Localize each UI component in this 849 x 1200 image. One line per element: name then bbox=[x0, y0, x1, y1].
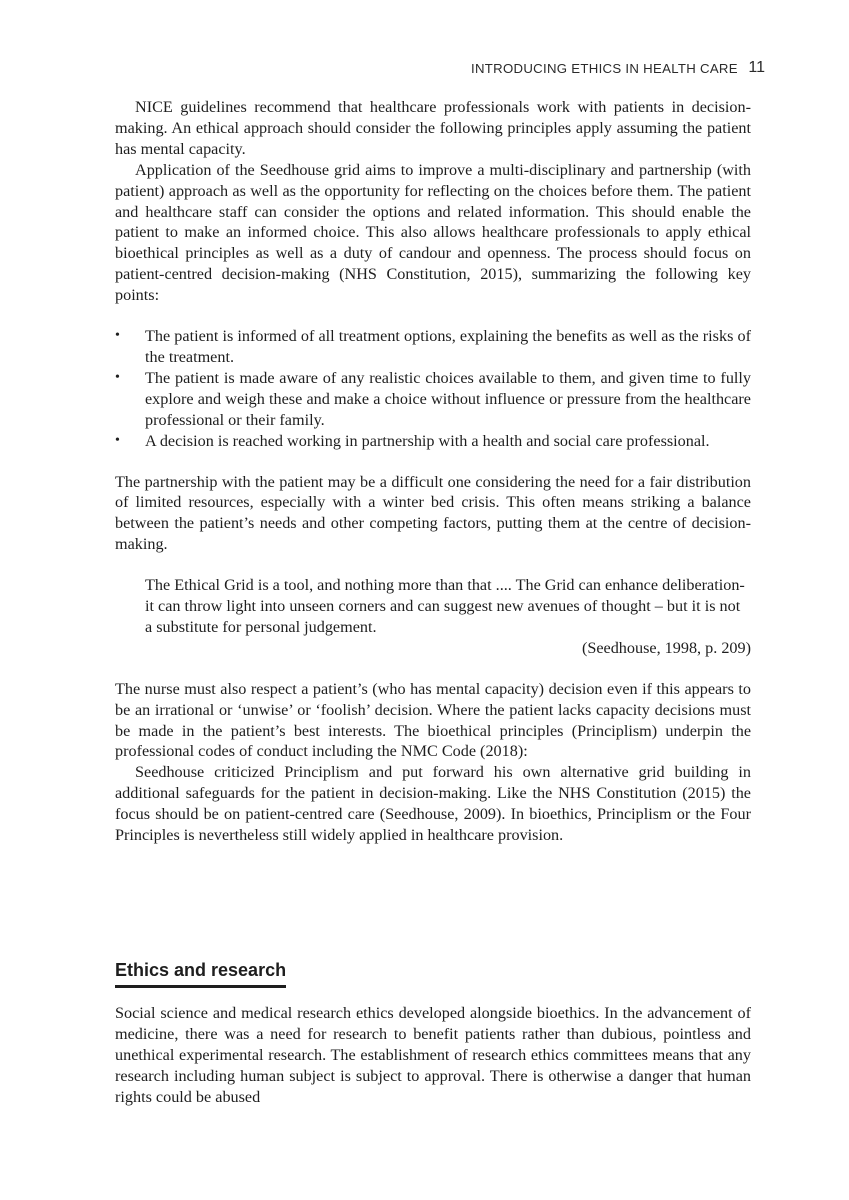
main-text-block bbox=[115, 97, 751, 846]
quote-citation: (Seedhouse, 1998, p. 209) bbox=[581, 638, 751, 657]
paragraph-nice-guidelines: NICE guidelines recommend that healthcare professionals work with patients in decision-making. An ethical approach should consider the following principles apply assuming the patient has mental capacity. bbox=[115, 98, 751, 158]
bullet-icon: • bbox=[115, 432, 120, 448]
heading-underline bbox=[115, 985, 286, 988]
list-item-text: A decision is reached working in partnership with a health and social care professional. bbox=[145, 431, 710, 450]
quote-text: The Ethical Grid is a tool, and nothing more than that .... The Grid can enhance deliberation- it can throw light into unseen corners and can suggest new avenues of thought – but it is not a substitute for personal judgement. bbox=[145, 576, 745, 636]
research-text-block bbox=[115, 1003, 751, 1108]
paragraph-seedhouse-grid: Application of the Seedhouse grid aims to improve a multi-disciplinary and partnership (with patient) approach as well as the opportunity for reflecting on the choices before them. The patient and healthcare staff can consider the options and related information. This should enable the patient to make an informed choice. This also allows healthcare professionals to apply ethical bioethical principles as well as a duty of candour and openness. The process should focus on patient-centred decision-making (NHS Constitution, 2015), summarizing the following key points: bbox=[115, 160, 751, 305]
section-heading: Ethics and research bbox=[115, 960, 287, 980]
block-quote bbox=[115, 575, 751, 659]
page-number: 11 bbox=[748, 59, 765, 76]
list-item-text: The patient is made aware of any realistic choices available to them, and given time to fully explore and weigh these and make a choice without influence or pressure from the healthcare professional or their family. bbox=[145, 368, 751, 429]
running-head bbox=[471, 60, 791, 82]
running-head-title: INTRODUCING ETHICS IN HEALTH CARE bbox=[471, 61, 738, 76]
key-points-list bbox=[115, 326, 751, 451]
paragraph-nurse-respect: The nurse must also respect a patient’s (who has mental capacity) decision even if this appears to be an irrational or ‘unwise’ or ‘foolish’ decision. Where the patient lacks capacity decisions must be made in the patient’s best interests. The bioethical principles (Principlism) underpin the professional codes of conduct including the NMC Code (2018): bbox=[115, 679, 751, 761]
list-item-text: The patient is informed of all treatment options, explaining the benefits as well as the risks of the treatment. bbox=[145, 327, 751, 366]
list-item bbox=[115, 368, 751, 431]
paragraph-research-ethics: Social science and medical research ethics developed alongside bioethics. In the advancement of medicine, there was a need for research to benefit patients rather than dubious, pointless and unethical experimental research. The establishment of research ethics committees means that any research including human subject is subject to approval. There is otherwise a danger that human rights could be abused bbox=[115, 1004, 751, 1106]
paragraph-seedhouse-criticism: Seedhouse criticized Principlism and put forward his own alternative grid building in additional safeguards for the patient in decision-making. Like the NHS Constitution (2015) the focus should be on patient-centred care (Seedhouse, 2009). In bioethics, Principlism or the Four Principles is nevertheless still widely applied in healthcare provision. bbox=[115, 763, 751, 845]
list-item bbox=[115, 326, 751, 368]
bullet-icon: • bbox=[115, 328, 120, 344]
bullet-icon: • bbox=[115, 369, 120, 385]
list-item bbox=[115, 431, 751, 452]
paragraph-partnership: The partnership with the patient may be a difficult one considering the need for a fair distribution of limited resources, especially with a winter bed crisis. This often means striking a balance between the patient’s needs and other competing factors, putting them at the centre of decision-making. bbox=[115, 472, 751, 554]
